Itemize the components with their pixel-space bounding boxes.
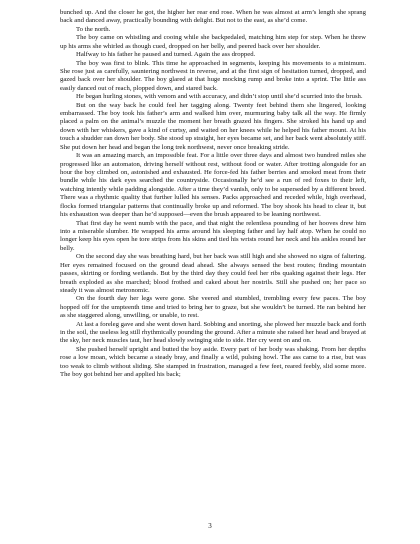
paragraph: At last a foreleg gave and she went down hard. Sobbing and snorting, she plowed her muzzle back and forth in the soil, the useless leg still rhythmically pounding the ground. After a minute she raised her head and brayed at the sky, her neck muscles taut, her head slowly swinging side to side. Her cry went on and on. — [60, 320, 366, 345]
paragraph: bunched up. And the closer he got, the higher her rear end rose. When he was almost at arm’s length she sprang back and danced away, practically bounding with delight. But not to the east, as she’d come. — [60, 9, 366, 25]
paragraph: She pushed herself upright and butted the boy aside. Every part of her body was shaking. From her depths rose a low moan, which became a steady bray, and finally a wild, pulsing howl. The ass came to a rise, but was too weak to climb without sliding. She stamped in frustration, managed a few feet, reared feebly, slid some more. The boy got behind her and applied his back; — [60, 345, 366, 379]
paragraph: But on the way back he could feel her tagging along. Twenty feet behind them she lingered, looking embarrassed. The boy took his father’s arm and walked him over, murmuring baby talk all the way. He firmly placed a palm on the animal’s muzzle the moment her breath grazed his fingers. She stroked his hand up and down with her whiskers, gave a kind of curtsy, and waited on her knees while he helped his father mount. At his touch a shudder ran down her body. She stood up straight, her eyes became set, and her back went absolutely stiff. She put down her head and began the long trek northwest, never once breaking stride. — [60, 101, 366, 151]
page-number: 3 — [208, 522, 212, 530]
paragraph: That first day he went numb with the pace, and that night the relentless pounding of her hooves drew him into a miserable slumber. He wrapped his arms around his sleeping father and lay half atop. When he could no longer keep his eyes open he tore strips from his skins and tied his wrists round her neck and his ankles round her belly. — [60, 219, 366, 252]
paragraph: To the north. — [76, 25, 111, 33]
paragraph: On the second day she was breathing hard, but her back was still high and she showed no signs of faltering. Her eyes remained focused on the ground dead ahead. She always sensed the best routes; finding mountain passes, skirting or fording wetlands. But by the third day they could feel her ribs quaking against their legs. Her breath exploded as she marched; blood frothed and caked about her nostrils. Still she pushed on; her pace so steady it was almost metronomic. — [60, 253, 366, 294]
paragraph: The boy came on whistling and cooing while she backpedaled, matching him step for step. When he threw up his arms she whirled as though cued, dropped on her belly, and peered back over her shoulder. — [60, 34, 366, 50]
paragraph: On the fourth day her legs were gone. She veered and stumbled, trembling every few paces. The boy hopped off for the umpteenth time and tried to bring her to graze, but she wouldn’t be turned. He ran behind her as she staggered along, unwilling, or unable, to rest. — [60, 295, 366, 320]
paragraph: He began hurling stones, with venom and with accuracy, and didn’t stop until she’d scurried into the brush. — [76, 93, 363, 101]
paragraph: It was an amazing march, an impossible feat. For a little over three days and almost two hundred miles she progressed like an automaton, driving herself without rest, without food or water. After trotting alongside for an hour the boy climbed on, astonished and exhausted. He force-fed his father berries and smoked meat from their bundle while his dark eyes searched the countryside. Occasionally he’d see a run of red foxes to their left, watching intently while padding alongside. After a time they’d vanish, only to be superseded by a different breed. There was a rhythmic quality that further lulled his senses. Packs approached and receded while, high overhead, flocks formed triangular patterns that continually broke up and reformed. The boy shook his head to clear it, but his exhaustion was deeper than he’d supposed—even the brush appeared to be leaning northwest. — [60, 152, 366, 219]
paragraph: The boy was first to blink. This time he approached in segments, keeping his movements to a minimum. She rose just as carefully, sauntering northwest in reverse, and at the first sign of hesitation turned, dropped, and gazed back over her shoulder. The boy glared at that huge mocking rump and broke into a sprint. The little ass easily danced out of reach, plopped down, and stared back. — [60, 59, 366, 92]
paragraph: Halfway to his father he paused and turned. Again the ass dropped. — [76, 51, 256, 59]
body-text — [60, 9, 366, 380]
